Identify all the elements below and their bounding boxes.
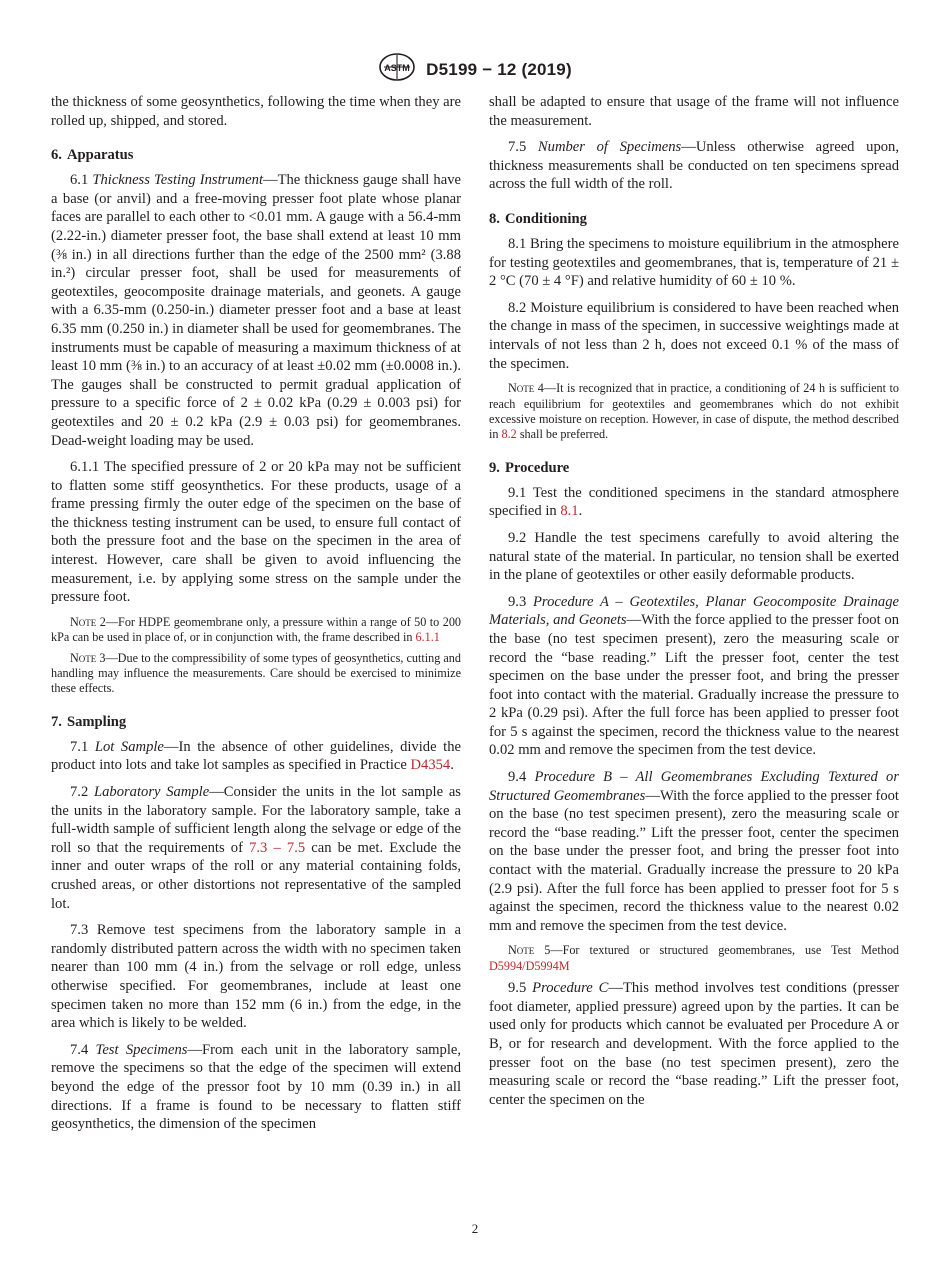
left-column: [51, 93, 461, 1142]
paragraph-7-5: 7.5 Number of Specimens—Unless otherwise agreed upon, thickness measurements shall be conducted on ten specimens spread across the full width of the roll.: [489, 139, 899, 193]
paragraph-8-2: 8.2 Moisture equilibrium is considered to have been reached when the change in mass of the specimen, in successive weightings made at intervals of not less than 2 h, does not exceed 0.1 % of the mass of the specimen.: [489, 299, 899, 372]
paragraph-9-3: 9.3 Procedure A – Geotextiles, Planar Geocomposite Drainage Materials, and Geonets—With the force applied to the presser foot on the base (no test specimen present), zero the measuring scale or record the “base reading.” Lift the presser foot, center the test specimen on the base under the presser foot, and bring the presser foot into contact with the material. Gradually increase the pressure to 2 kPa (0.29 psi). After the full force has been applied to presser foot for 5 s against the specimen, record the thickness value to the nearest 0.02 mm and remove the specimen from the test device.: [489, 593, 900, 759]
svg-text:ASTM: ASTM: [384, 63, 410, 73]
section-7-heading: 7. Sampling: [51, 713, 127, 730]
paragraph-7-1: 7.1 Lot Sample—In the absence of other guidelines, divide the product into lots and take lot samples as specified in Practice D4354.: [51, 738, 461, 774]
paragraph-9-2: 9.2 Handle the test specimens carefully to avoid altering the natural state of the material. In particular, no tension shall be exerted in the plane of geotextiles or other easily deformable products.: [489, 529, 899, 584]
paragraph-6-1-1: 6.1.1 The specified pressure of 2 or 20 kPa may not be sufficient to flatten some stiff geosynthetics. For these products, usage of a frame pressing firmly the outer edge of the specimen on the base of the thickness testing instrument can be used, to ensure full contact of both the pressure foot and the base on the specimen in the area of interest. However, care shall be given to avoid influencing the measurement, i.e. by applying some stress on the sample under the pressure foot.: [51, 459, 461, 606]
paragraph-7-2: 7.2 Laboratory Sample—Consider the units in the lot sample as the units in the laboratory sample. For the laboratory sample, take a full-width sample of sufficient length along the selvage or edge of the roll so that the requirements of 7.3 – 7.5 can be met. Exclude the inner and outer wraps of the roll or any material containing folds, crushed areas, or other distortions not representative of the sampled lot.: [51, 784, 461, 912]
link-8-2[interactable]: 8.2: [501, 427, 517, 442]
note-2: Note 2—For HDPE geomembrane only, a pressure within a range of 50 to 200 kPa can be used in place of, or in conjunction with, the frame described in 6.1.1: [51, 614, 462, 645]
astm-logo: [378, 52, 416, 87]
note-3: Note 3—Due to the compressibility of some types of geosynthetics, cutting and handling may influence the measurements. Care should be exercised to minimize these effects.: [51, 650, 461, 696]
paragraph-9-5: 9.5 Procedure C—This method involves test conditions (presser foot diameter, applied pressure) agreed upon by the parties. It can be used only for products which cannot be evaluated per Procedure A or B, or for research and development. With the force applied to the presser foot on the base (no test specimen present), zero the measuring scale or record the “base reading.” Lift the presser foot, center the specimen on the: [489, 980, 899, 1108]
paragraph-8-1: 8.1 Bring the specimens to moisture equilibrium in the atmosphere for testing geotextiles and geomembranes, that is, temperature of 21 ± 2 °C (70 ± 4 °F) and relative humidity of 60 ± 10 %.: [489, 235, 899, 290]
right-column: [489, 93, 899, 1117]
paragraph-7-4: 7.4 Test Specimens—From each unit in the laboratory sample, remove the specimens so that the edge of the specimen will extend beyond the edge of the pressor foot by 10 mm (0.39 in.) in all directions. If a frame is found to be necessary to flatten stiff geosynthetics, the dimension of the specimen: [51, 1041, 461, 1133]
note-5: Note 5—For textured or structured geomembranes, use Test Method D5994/D5994M: [489, 943, 900, 973]
section-6-heading: 6. Apparatus: [51, 147, 134, 164]
link-6-1-1[interactable]: 6.1.1: [415, 630, 440, 645]
link-8-1[interactable]: 8.1: [560, 503, 579, 520]
link-7-3-7-5[interactable]: 7.3 – 7.5: [249, 839, 306, 856]
note-4: Note 4—It is recognized that in practice, a conditioning of 24 h is sufficient to reach equilibrium for geotextiles and geomembranes which do not exhibit excessive moisture on reception. However, in case of dispute, the method described in 8.2 shall be preferred.: [489, 381, 899, 442]
paragraph-continuation: shall be adapted to ensure that usage of the frame will not influence the measurement.: [489, 94, 899, 129]
section-8-heading: 8. Conditioning: [489, 210, 587, 227]
paragraph-9-1: 9.1 Test the conditioned specimens in the standard atmosphere specified in 8.1.: [489, 484, 899, 520]
document-id: D5199 − 12 (2019): [426, 59, 572, 79]
paragraph-6-1: 6.1 Thickness Testing Instrument—The thickness gauge shall have a base (or anvil) and a free-moving presser foot plate whose planar faces are parallel to each other to <0.01 mm. A gauge with a 56.4-mm (2.22-in.) diameter presser foot, the base shall extend at least 10 mm (⅜ in.) in all directions further than the edge of the 2500 mm² (3.88 in.²) circular presser foot, shall be used for measurements of geotextiles, geocomposite drainage materials, and geonets. A gauge with a 6.35-mm (0.250-in.) diameter presser foot and a base at least 6.35 mm (0.250 in.) in diameter shall be used for geomembranes. The instruments must be capable of measuring a maximum thickness of at least 10 mm (⅜ in.) to an accuracy of at least ±0.02 mm (±0.0008 in.). The gauges shall be constructed to permit gradual application of pressure to a specific force of 2 ± 0.02 kPa (0.29 ± 0.003 psi) for geotextiles and 20 ± 0.2 kPa (2.9 ± 0.03 psi) for geomembranes. Dead-weight loading may be used.: [51, 172, 461, 449]
link-d4354[interactable]: D4354: [410, 757, 451, 774]
link-d5994[interactable]: D5994/D5994M: [489, 958, 570, 973]
paragraph-9-4: 9.4 Procedure B – All Geomembranes Excluding Textured or Structured Geomembranes—With the force applied to the presser foot on the base (no test specimen present), zero the measuring scale or record the “base reading.” Lift the presser foot, center the specimen on the base under the presser foot, and bring the presser foot into contact with the material. Gradually increase the pressure to 20 kPa (2.9 psi). After the full force has been applied to presser foot for 5 s against the specimen, record the thickness value to the nearest 0.02 mm and remove the specimen from the test device.: [489, 769, 899, 934]
page-number: 2: [471, 1221, 479, 1236]
paragraph-continuation: the thickness of some geosynthetics, following the time when they are rolled up, shipped, and stored.: [51, 94, 461, 129]
page-header: [0, 52, 950, 86]
section-9-heading: 9. Procedure: [489, 459, 570, 476]
paragraph-7-3: 7.3 Remove test specimens from the laboratory sample in a randomly distributed pattern across the width with no specimen taken nearer than 100 mm (4 in.) from the selvage or roll edge, unless otherwise specified. For geomembranes, include at least one specimen taken no more than 152 mm (6 in.) from the edge, in the area which is likely to be welded.: [51, 922, 461, 1032]
